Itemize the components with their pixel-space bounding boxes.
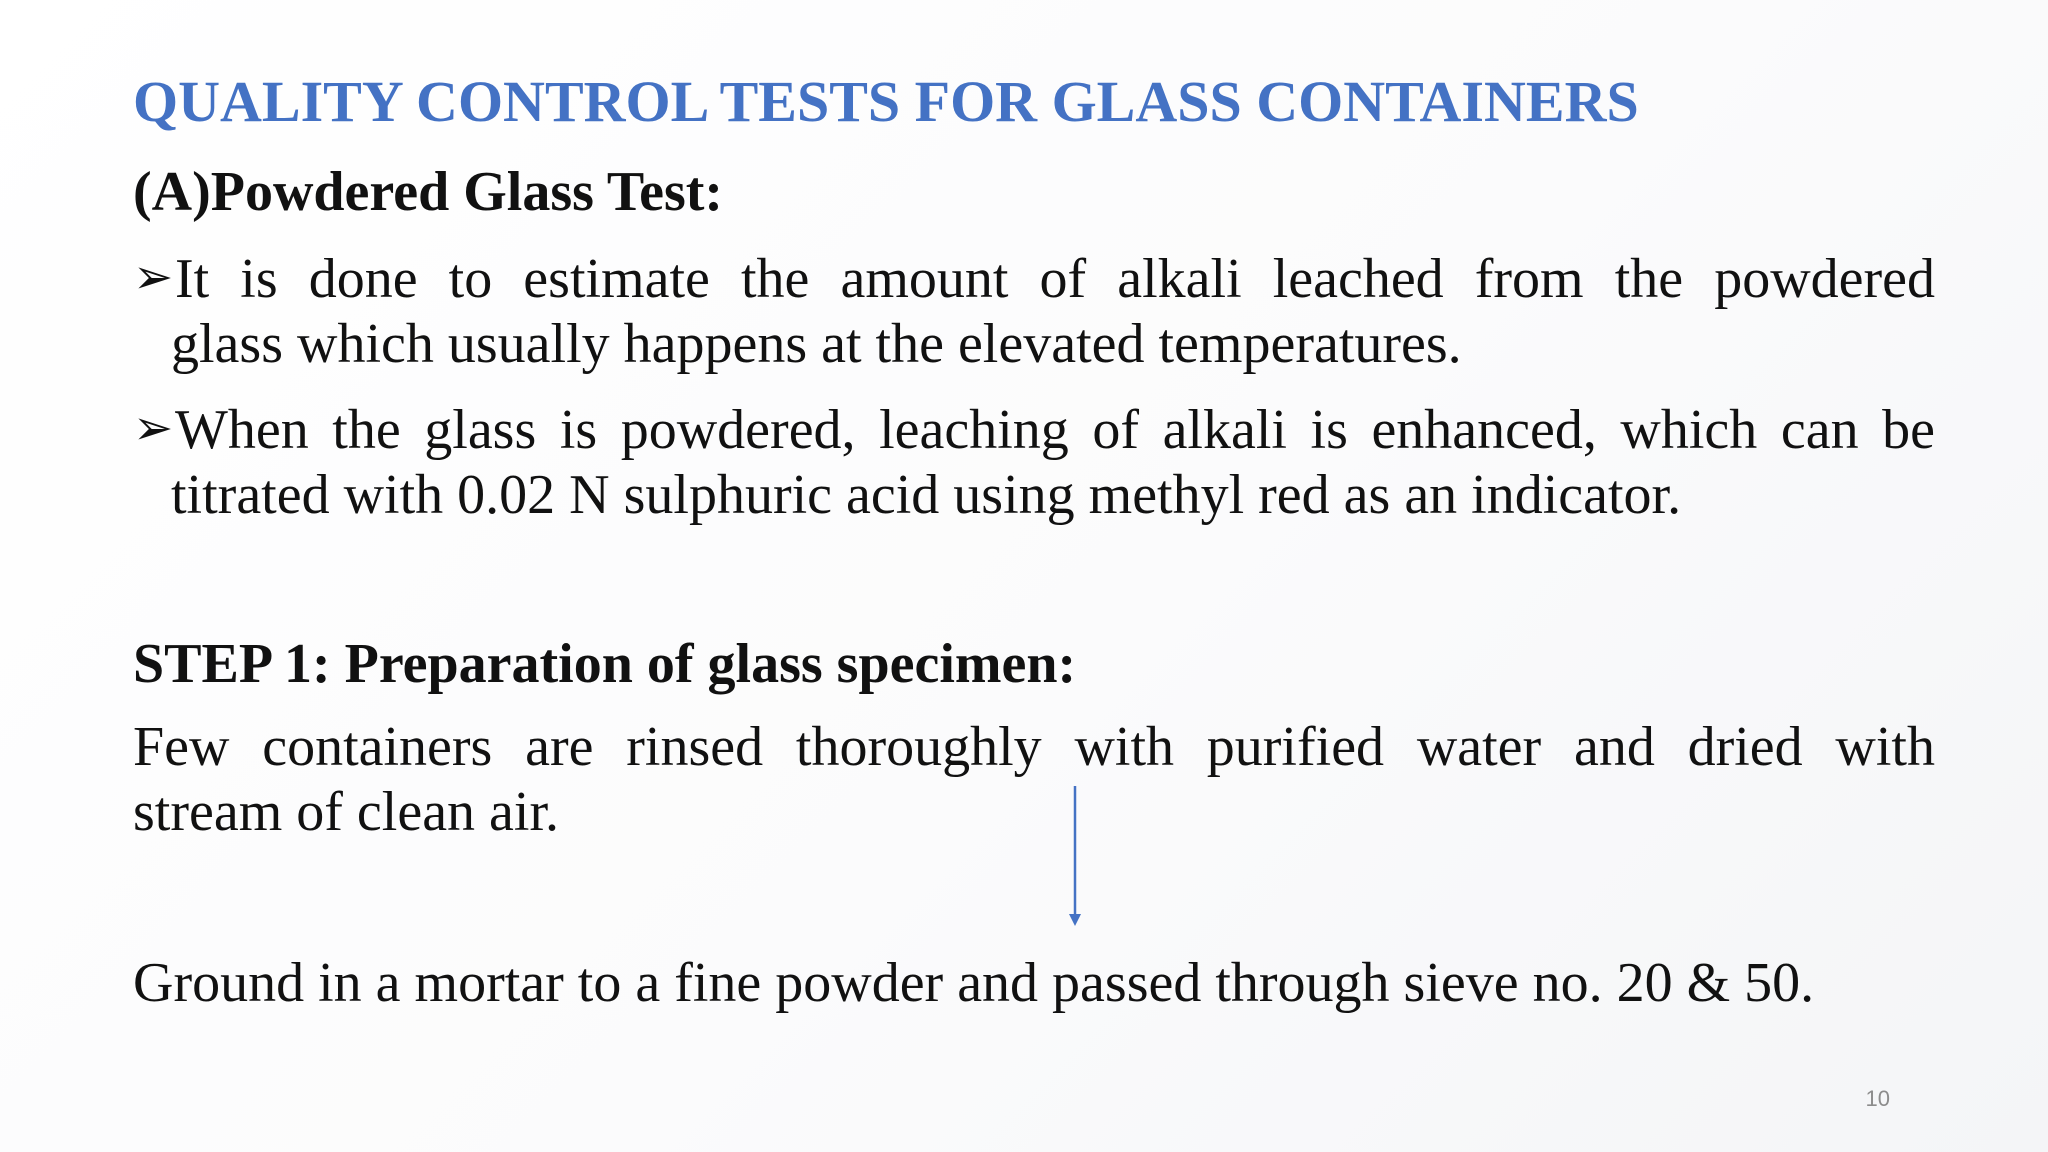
section-heading: (A)Powdered Glass Test: (133, 161, 724, 223)
bullet-continuation: titrated with 0.02 N sulphuric acid using methyl red as an indicator. (171, 464, 1682, 526)
arrow-bullet-icon: ➢ (133, 249, 174, 305)
step-line: stream of clean air. (133, 781, 560, 843)
bullet-line (133, 396, 1935, 463)
down-arrow-icon (1065, 786, 1085, 926)
bullet-text: It is done to estimate the amount of alkali leached from the powdered (175, 248, 1935, 310)
bullet-text: When the glass is powdered, leaching of alkali is enhanced, which can be (175, 399, 1935, 461)
step-line: Few containers are rinsed thoroughly with purified water and dried with (133, 716, 1935, 778)
step-heading: STEP 1: Preparation of glass specimen: (133, 633, 1077, 695)
bullet-item (133, 396, 1935, 528)
bullet-item (133, 245, 1935, 377)
step-description (133, 715, 1935, 845)
bullet-line (133, 245, 1935, 312)
step-result (133, 951, 1935, 1016)
slide-title: QUALITY CONTROL TESTS FOR GLASS CONTAINERS (133, 69, 1639, 134)
step-result-text: Ground in a mortar to a fine powder and passed through sieve no. 20 & 50. (133, 952, 1815, 1014)
arrow-bullet-icon: ➢ (133, 400, 174, 456)
page-number: 10 (1865, 1086, 1890, 1111)
bullet-continuation: glass which usually happens at the elevated temperatures. (171, 313, 1462, 375)
